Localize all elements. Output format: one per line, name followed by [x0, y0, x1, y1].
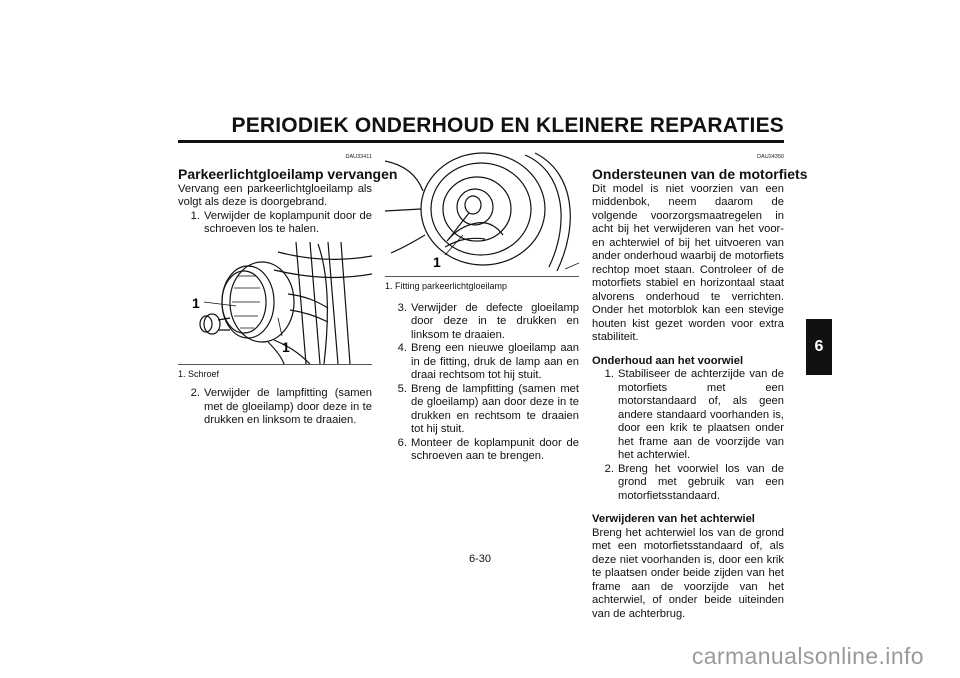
section-heading: Ondersteunen van de motorfiets	[592, 165, 808, 182]
rear-wheel-text: Breng het achterwiel los van de grond met een motorfietsstandaard of, als deze niet voorhanden is, door een krik te plaatsen onder beide zijden van het frame aan de voorzijde van het achterwiel, of onder beide uiteinden van de achterbrug.	[592, 526, 784, 620]
steps-list	[178, 387, 372, 428]
subheading-front-wheel: Onderhoud aan het voorwiel	[592, 354, 744, 367]
step-text: Verwijder de lampfitting (samen met de gloeilamp) door deze in te drukken en linksom te draaien.	[204, 387, 372, 426]
steps-list	[592, 368, 784, 503]
page-header-title: PERIODIEK ONDERHOUD EN KLEINERE REPARATIES	[231, 114, 784, 137]
section-code: DAU24350	[757, 154, 784, 160]
step-number: 6.	[397, 436, 407, 449]
list-item	[385, 383, 579, 437]
step-text: Breng een nieuwe gloeilamp aan in de fitting, druk de lamp aan en draai rechtsom tot hij stuit.	[411, 342, 579, 381]
steps-list	[385, 302, 579, 464]
step-number: 2.	[190, 387, 200, 399]
section-intro: Vervang een parkeerlichtgloeilamp als volgt als deze is doorgebrand.	[178, 182, 372, 208]
step-text: Verwijder de defecte gloeilamp door deze in te drukken en linksom te draaien.	[411, 301, 579, 341]
bulb-socket-illustration	[385, 151, 579, 276]
figure-callout: 1	[433, 254, 441, 270]
section-code: DAU33411	[345, 154, 372, 160]
step-number: 4.	[397, 342, 407, 354]
figure-callout: 1	[192, 294, 200, 311]
step-text: Verwijder de koplampunit door de schroeven los te halen.	[204, 209, 372, 235]
header-rule	[178, 140, 784, 143]
figure-caption: 1. Fitting parkeerlichtgloeilamp	[385, 281, 508, 291]
step-text: Monteer de koplampunit door de schroeven aan te brengen.	[411, 436, 579, 462]
list-item	[178, 387, 372, 428]
figure-caption: 1. Schroef	[178, 368, 220, 379]
chapter-number: 6	[814, 338, 824, 355]
middle-column	[385, 151, 579, 464]
section-intro: Dit model is niet voorzien van een middenbok, neem daarom de volgende voorzorgsmaatregelen in acht bij het verwijderen van het voor- en achterwiel of bij het uitvoeren van ander onderhoud waarbij de motorfiets rechtop moet staan. Controleer of de motorfiets stabiel en horizontaal staat alvorens onderhoud te verrichten. Onder het motorblok kan een stevige houten kist gezet worden voor extra stabiliteit.	[592, 182, 784, 343]
list-item	[178, 210, 372, 237]
left-column	[178, 151, 398, 428]
step-number: 2.	[604, 462, 614, 475]
step-number: 5.	[397, 382, 407, 395]
figure-headlight-screws	[178, 242, 372, 365]
list-item	[385, 342, 579, 383]
watermark: carmanualsonline.info	[691, 643, 924, 669]
chapter-tab	[806, 319, 832, 375]
subheading-rear-wheel: Verwijderen van het achterwiel	[592, 513, 755, 525]
section-heading: Parkeerlichtgloeilamp vervangen	[178, 165, 398, 182]
step-number: 1.	[190, 209, 200, 222]
list-item	[385, 302, 579, 343]
page-number: 6-30	[468, 553, 492, 565]
list-item	[385, 437, 579, 464]
step-text: Stabiliseer de achterzijde van de motorfiets met een motorstandaard of, als geen andere standaard voorhanden is, door een krik te plaatsen onder het frame aan de voorzijde van het achterwiel.	[618, 368, 784, 461]
headlight-screws-illustration	[178, 242, 372, 364]
figure-callout: 1	[282, 338, 290, 355]
list-item	[592, 368, 784, 463]
steps-list	[178, 210, 372, 237]
list-item	[592, 463, 784, 504]
step-number: 3.	[397, 301, 407, 314]
step-text: Breng het voorwiel los van de grond met gebruik van een motorfietsstandaard.	[618, 462, 784, 502]
right-column	[592, 151, 808, 621]
step-number: 1.	[604, 368, 614, 380]
step-text: Breng de lampfitting (samen met de gloeilamp) aan door deze in te drukken en rechtsom te draaien tot hij stuit.	[411, 382, 579, 435]
figure-bulb-socket	[385, 151, 579, 277]
